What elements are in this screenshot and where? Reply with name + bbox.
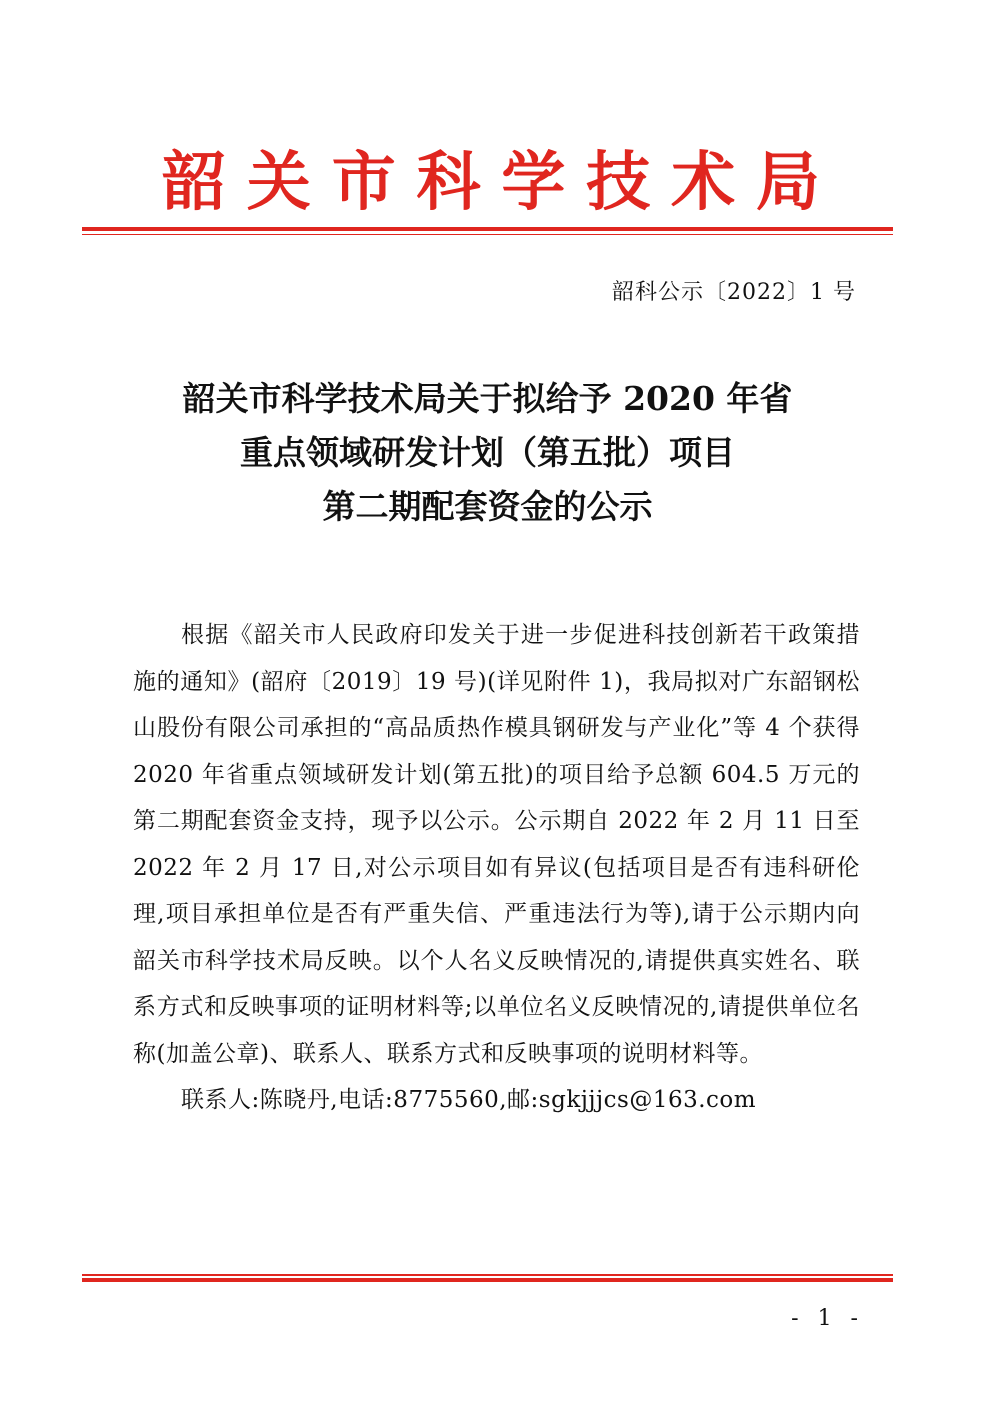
contact-line: 联系人:陈晓丹,电话:8775560,邮:sgkjjjcs@163.com <box>181 1087 757 1113</box>
header-char: 关 <box>246 145 311 220</box>
page-number: - 1 - <box>791 1306 864 1331</box>
header-char: 学 <box>501 145 566 220</box>
document-body <box>133 612 860 1124</box>
header-char: 局 <box>755 145 820 220</box>
body-paragraph: 根据《韶关市人民政府印发关于进一步促进科技创新若干政策措施的通知》(韶府〔2019〕19 号)(详见附件 1)，我局拟对广东韶钢松山股份有限公司承担的“高品质热作模具钢研发与产业化”等 4 个获得 2020 年省重点领域研发计划(第五批)的项目给予总额 604.5 万元的第二期配套资金支持，现予以公示。公示期自 2022 年 2 月 11 日至 2022 年 2 月 17 日,对公示项目如有异议(包括项目是否有违科研伦理,项目承担单位是否有严重失信、严重违法行为等),请于公示期内向韶关市科学技术局反映。以个人名义反映情况的,请提供真实姓名、联系方式和反映事项的证明材料等;以单位名义反映情况的,请提供单位名称(加盖公章)、联系人、联系方式和反映事项的说明材料等。 <box>133 622 860 1067</box>
document-title <box>82 372 893 534</box>
header-char: 技 <box>586 145 651 220</box>
header-red-rule-thin <box>82 234 893 236</box>
document-number: 韶科公示〔2022〕1 号 <box>612 280 856 305</box>
footer-red-rule-thick <box>82 1278 893 1282</box>
header-char: 韶 <box>162 145 226 220</box>
header-char: 术 <box>671 145 736 220</box>
header-red-rule-thick <box>82 227 893 231</box>
title-line: 韶关市科学技术局关于拟给予 2020 年省 <box>182 379 793 418</box>
header-char: 市 <box>331 145 396 220</box>
issuing-agency-header <box>82 132 892 222</box>
title-line: 第二期配套资金的公示 <box>322 487 653 526</box>
footer-red-rule-thin <box>82 1274 893 1276</box>
header-char: 科 <box>416 145 481 220</box>
title-line: 重点领域研发计划（第五批）项目 <box>240 433 735 472</box>
